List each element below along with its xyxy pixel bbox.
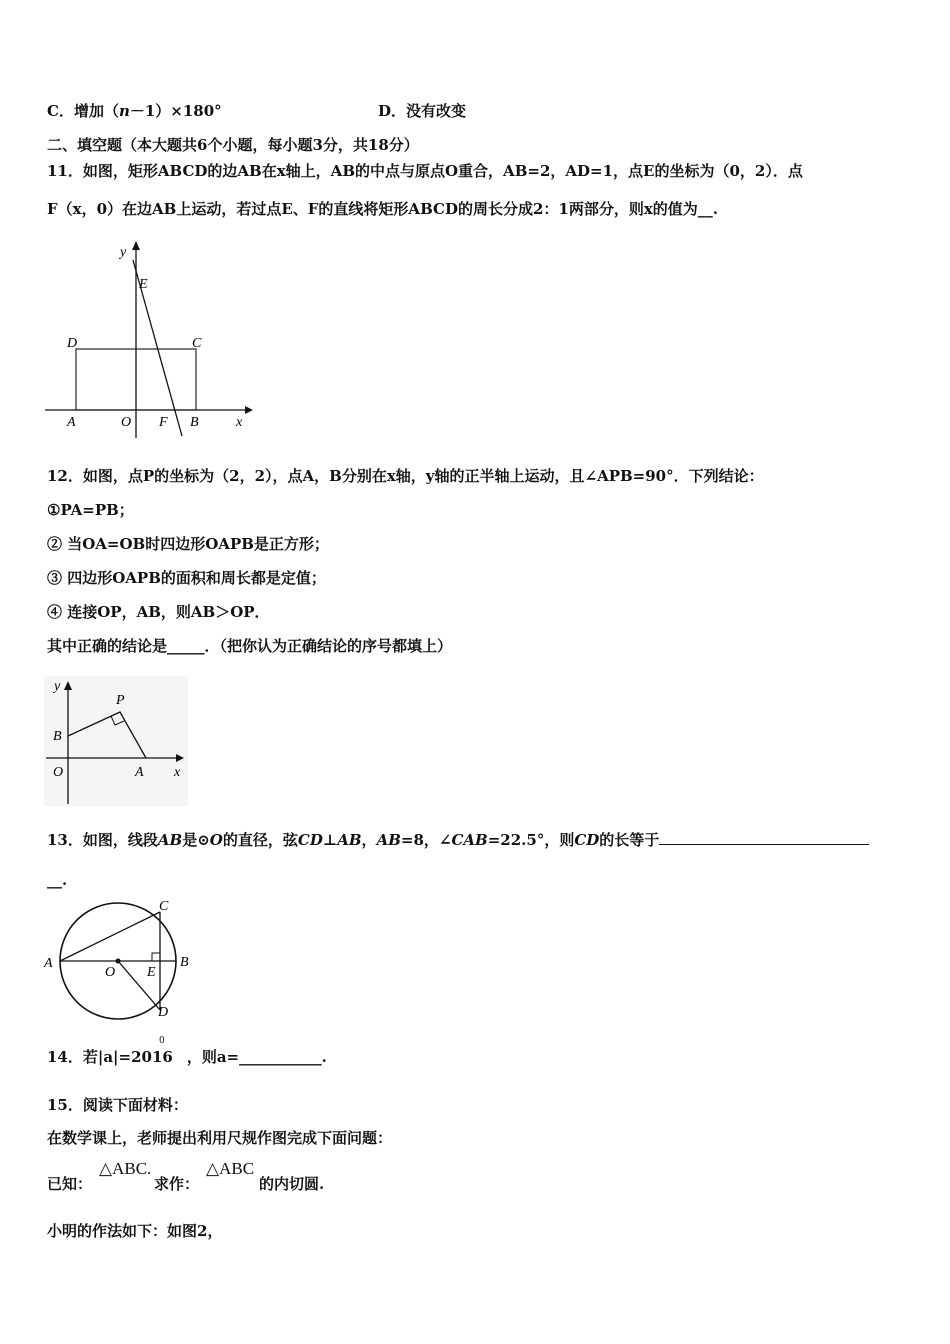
q13-label-e: E: [147, 965, 156, 980]
q13-label-b: B: [180, 955, 189, 970]
q12-label-o: O: [53, 765, 64, 780]
q13-center-dot: [116, 959, 121, 964]
q15-ask-label: 求作：: [154, 1175, 200, 1193]
q15-triangle-target: △ABC: [206, 1159, 255, 1178]
q13-label-o: O: [105, 965, 116, 980]
q11-label-y: y: [120, 245, 127, 260]
option-c: C．增加（n－1）×180°: [47, 102, 222, 120]
q15-triangle-given: △ABC.: [99, 1159, 152, 1178]
q11-line2: F（x，0）在边AB上运动，若过点E、F的直线将矩形ABCD的周长分成2：1两部分，则x的值为__.: [47, 200, 719, 218]
q11-label-b: B: [190, 415, 199, 430]
q15-line3: 小明的作法如下：如图2，: [47, 1222, 223, 1240]
q14-superscript: 0: [159, 1036, 165, 1046]
q12-label-x: x: [174, 765, 181, 780]
q11-figure: [40, 238, 260, 440]
q12-figure: [44, 676, 188, 806]
q11-x-arrow: [245, 406, 253, 414]
section-heading: 二、填空题（本大题共6个小题，每小题3分，共18分）: [47, 136, 419, 154]
q13-right-angle-mark: [152, 953, 160, 961]
q12-segments-bpa: [68, 712, 146, 758]
q12-label-a: A: [135, 765, 144, 780]
q13-label-a: A: [44, 956, 53, 971]
q12-label-p: P: [116, 693, 125, 708]
q12-conclusion-2: ② 当OA=OB时四边形OAPB是正方形；: [47, 535, 329, 553]
q12-line1: 12．如图，点P的坐标为（2，2），点A，B分别在x轴，y轴的正半轴上运动，且∠APB=90°．下列结论：: [47, 467, 764, 485]
option-d: D．没有改变: [378, 102, 467, 120]
q12-conclusion-4: ④ 连接OP，AB，则AB＞OP．: [47, 603, 270, 621]
q11-label-o: O: [121, 415, 132, 430]
q11-y-arrow: [132, 241, 140, 250]
q11-label-a: A: [67, 415, 76, 430]
q12-conclusion-1: ①PA=PB；: [47, 501, 134, 519]
q12-conclusion-3: ③ 四边形OAPB的面积和周长都是定值；: [47, 569, 326, 587]
q15-title: 15．阅读下面材料：: [47, 1096, 188, 1114]
q15-known-label: 已知：: [47, 1175, 93, 1193]
q13-chord-ac: [60, 912, 160, 961]
q15-incircle-text: 的内切圆.: [259, 1175, 325, 1193]
q12-x-arrow: [176, 754, 184, 762]
q13-label-c: C: [159, 899, 169, 914]
q14-line: 14．若|a|=2016 ，则a=___________.: [47, 1048, 327, 1066]
q13-label-d: D: [158, 1005, 169, 1020]
q11-label-c: C: [192, 336, 202, 351]
q11-label-d: D: [67, 336, 78, 351]
q11-line1: 11．如图，矩形ABCD的边AB在x轴上，AB的中点与原点O重合，AB=2，AD=1，点E的坐标为（0，2）．点: [47, 162, 803, 180]
q12-label-b: B: [53, 729, 62, 744]
q12-right-angle-mark: [111, 716, 124, 725]
q13-line1: 13．如图，线段AB是⊙O的直径，弦CD⊥AB，AB=8，∠CAB=22.5°，则CD的长等于: [47, 830, 869, 850]
q12-label-y: y: [54, 679, 61, 694]
q11-label-e: E: [139, 277, 148, 292]
q13-figure: [40, 896, 200, 1020]
q12-ask: 其中正确的结论是_____．（把你认为正确结论的序号都填上）: [47, 637, 453, 655]
q15-line1: 在数学课上，老师提出利用尺规作图完成下面问题：: [47, 1129, 393, 1147]
q13-line2: __.: [47, 871, 68, 889]
q13-answer-blank: [659, 830, 869, 845]
q11-label-x: x: [236, 415, 243, 430]
q11-label-f: F: [159, 415, 168, 430]
q12-y-arrow: [64, 681, 72, 690]
